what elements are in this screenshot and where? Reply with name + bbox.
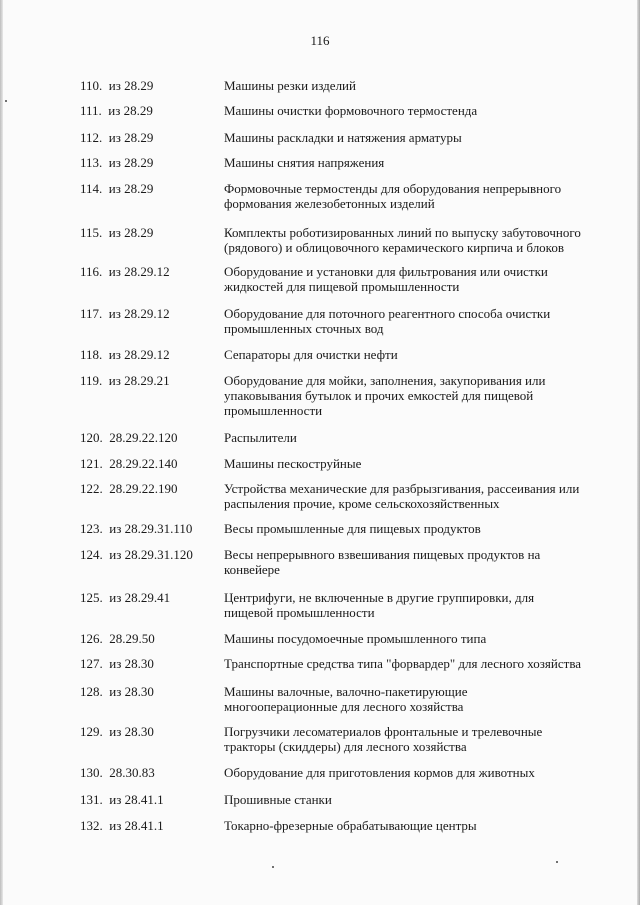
item-description: [224, 590, 584, 620]
item-number-and-code: [80, 264, 170, 279]
item-number-and-code: [80, 347, 170, 362]
description-line: Устройства механические для разбрызгивания, рассеивания или: [224, 481, 580, 496]
item-number: 110.: [80, 78, 103, 93]
item-description: [224, 631, 584, 646]
item-code: 28.30.83: [109, 765, 155, 780]
item-code: из 28.29.31.120: [109, 547, 193, 562]
description-line: Оборудование для приготовления кормов для животных: [224, 765, 535, 780]
description-line: промышленных сточных вод: [224, 321, 384, 336]
description-line: Оборудование для мойки, заполнения, закупоривания или: [224, 373, 546, 388]
item-code: из 28.41.1: [109, 818, 164, 833]
item-number-and-code: [80, 765, 155, 780]
item-number-and-code: [80, 521, 192, 536]
item-code: 28.29.22.140: [109, 456, 178, 471]
description-line: формования железобетонных изделий: [224, 196, 435, 211]
item-number: 120.: [80, 430, 103, 445]
item-number-and-code: [80, 724, 154, 739]
item-code: 28.29.50: [109, 631, 155, 646]
description-line: Формовочные термостенды для оборудования непрерывного: [224, 181, 562, 196]
item-number-and-code: [80, 78, 153, 93]
description-line: Сепараторы для очистки нефти: [224, 347, 398, 362]
item-code: 28.29.22.120: [109, 430, 178, 445]
item-number: 130.: [80, 765, 103, 780]
item-number-and-code: [80, 456, 178, 471]
item-description: [224, 724, 584, 754]
item-description: [224, 430, 584, 445]
item-number: 114.: [80, 181, 103, 196]
item-number: 113.: [80, 155, 103, 170]
description-line: Машины снятия напряжения: [224, 155, 385, 170]
description-line: Токарно-фрезерные обрабатывающие центры: [224, 818, 477, 833]
description-line: Машины пескоструйные: [224, 456, 362, 471]
item-number: 126.: [80, 631, 103, 646]
scan-speck: [272, 866, 274, 868]
item-number-and-code: [80, 481, 178, 496]
item-code: из 28.29: [108, 155, 154, 170]
item-code: из 28.29: [108, 181, 154, 196]
scan-speck: [5, 100, 7, 102]
item-code: из 28.29.12: [108, 264, 170, 279]
description-line: Транспортные средства типа "форвардер" для лесного хозяйства: [224, 656, 582, 671]
item-code: из 28.30: [109, 724, 154, 739]
item-code: из 28.29: [108, 78, 154, 93]
item-number: 118.: [80, 347, 103, 362]
item-number-and-code: [80, 547, 193, 562]
description-line: Машины резки изделий: [224, 78, 356, 93]
item-number-and-code: [80, 684, 154, 699]
description-line: Весы непрерывного взвешивания пищевых продуктов на: [224, 547, 541, 562]
item-description: [224, 656, 584, 671]
item-number-and-code: [80, 306, 170, 321]
item-number: 127.: [80, 656, 103, 671]
description-line: Весы промышленные для пищевых продуктов: [224, 521, 481, 536]
item-number-and-code: [80, 225, 153, 240]
item-description: [224, 306, 584, 336]
description-line: промышленности: [224, 403, 323, 418]
item-code: из 28.29.12: [108, 347, 170, 362]
item-code: 28.29.22.190: [109, 481, 178, 496]
item-description: [224, 818, 584, 833]
item-number: 121.: [80, 456, 103, 471]
item-number: 128.: [80, 684, 103, 699]
item-code: из 28.41.1: [109, 792, 164, 807]
item-number-and-code: [80, 792, 164, 807]
item-code: из 28.30: [109, 656, 154, 671]
item-description: [224, 347, 584, 362]
description-line: тракторы (скиддеры) для лесного хозяйства: [224, 739, 467, 754]
item-number: 116.: [80, 264, 103, 279]
item-number-and-code: [80, 181, 153, 196]
item-number-and-code: [80, 590, 170, 605]
item-code: из 28.29: [108, 130, 154, 145]
description-line: распыления прочие, кроме сельскохозяйственных: [224, 496, 500, 511]
item-number: 132.: [80, 818, 103, 833]
description-line: Погрузчики лесоматериалов фронтальные и трелевочные: [224, 724, 543, 739]
item-code: из 28.29.12: [108, 306, 170, 321]
description-line: Центрифуги, не включенные в другие группировки, для: [224, 590, 535, 605]
item-number: 111.: [80, 103, 102, 118]
description-line: Прошивные станки: [224, 792, 332, 807]
item-description: [224, 103, 584, 118]
description-line: (рядового) и облицовочного керамического кирпича и блоков: [224, 240, 564, 255]
description-line: Оборудование для поточного реагентного способа очистки: [224, 306, 551, 321]
item-number: 115.: [80, 225, 103, 240]
description-line: упаковывания бутылок и прочих емкостей для пищевой: [224, 388, 534, 403]
description-line: Комплекты роботизированных линий по выпуску забутовочного: [224, 225, 581, 240]
item-description: [224, 481, 584, 511]
item-number-and-code: [80, 818, 164, 833]
item-code: из 28.30: [109, 684, 154, 699]
item-description: [224, 521, 584, 536]
description-line: Машины очистки формовочного термостенда: [224, 103, 478, 118]
item-description: [224, 181, 584, 211]
description-line: многооперационные для лесного хозяйства: [224, 699, 464, 714]
item-description: [224, 684, 584, 714]
item-number: 129.: [80, 724, 103, 739]
item-number: 119.: [80, 373, 103, 388]
description-line: Распылители: [224, 430, 297, 445]
item-description: [224, 373, 584, 418]
item-description: [224, 78, 584, 93]
item-number: 117.: [80, 306, 103, 321]
scan-speck: [556, 861, 558, 863]
item-number-and-code: [80, 103, 153, 118]
item-number-and-code: [80, 430, 178, 445]
item-number: 112.: [80, 130, 103, 145]
item-description: [224, 547, 584, 577]
item-number-and-code: [80, 373, 170, 388]
page-number: 116: [310, 33, 330, 48]
item-description: [224, 792, 584, 807]
item-number: 131.: [80, 792, 103, 807]
description-line: жидкостей для пищевой промышленности: [224, 279, 460, 294]
item-code: из 28.29.41: [109, 590, 171, 605]
description-line: Машины валочные, валочно-пакетирующие: [224, 684, 468, 699]
item-description: [224, 130, 584, 145]
item-code: из 28.29: [108, 225, 154, 240]
item-number-and-code: [80, 631, 155, 646]
description-line: Машины посудомоечные промышленного типа: [224, 631, 487, 646]
item-description: [224, 264, 584, 294]
description-line: конвейере: [224, 562, 280, 577]
item-code: из 28.29.21: [108, 373, 170, 388]
item-number: 125.: [80, 590, 103, 605]
item-description: [224, 765, 584, 780]
item-number-and-code: [80, 155, 153, 170]
description-line: Оборудование и установки для фильтрования или очистки: [224, 264, 548, 279]
item-description: [224, 155, 584, 170]
item-description: [224, 456, 584, 471]
item-number: 122.: [80, 481, 103, 496]
item-number: 124.: [80, 547, 103, 562]
item-number: 123.: [80, 521, 103, 536]
item-code: из 28.29.31.110: [109, 521, 193, 536]
item-number-and-code: [80, 656, 154, 671]
description-line: Машины раскладки и натяжения арматуры: [224, 130, 462, 145]
description-line: пищевой промышленности: [224, 605, 375, 620]
item-description: [224, 225, 584, 255]
item-number-and-code: [80, 130, 153, 145]
item-code: из 28.29: [108, 103, 153, 118]
